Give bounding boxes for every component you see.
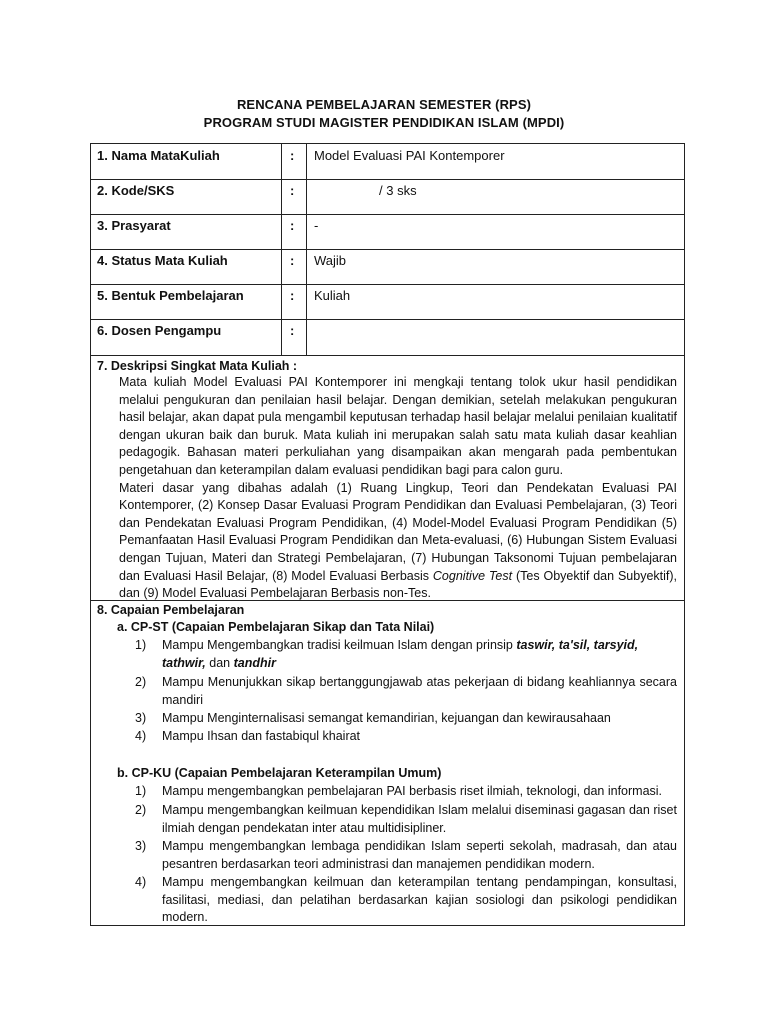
row-value-status-mata-kuliah: Wajib [314,253,347,268]
row-value-kode-sks: / 3 sks [379,183,417,198]
deskripsi-paragraph-2-end: (Tes Obyektif dan Subyektif), dan (9) Model Evaluasi Pembelajaran Berbasis non-Tes. [119,568,678,601]
cpst-item-text-start: Mampu Mengembangkan tradisi keilmuan Islam dengan prinsip [162,638,517,652]
cpst-heading: a. CP-ST (Capaian Pembelajaran Sikap dan Tata Nilai) [117,620,435,634]
cpst-item-text [162,637,677,672]
row-value-bentuk-pembelajaran: Kuliah [314,288,351,303]
cpku-item-text: Mampu mengembangkan pembelajaran PAI berbasis riset ilmiah, teknologi, dan informasi. [162,784,663,798]
cpku-item-number: 3) [135,839,147,853]
cpku-item-number: 4) [135,875,147,889]
row-divider [90,319,685,320]
cpku-item-text: Mampu mengembangkan keilmuan kependidikan Islam melalui diseminasi gagasan dan riset ilmiah dengan pendekatan inter atau multidisipliner. [162,803,677,835]
cpst-item-number: 4) [135,729,147,743]
row-label-nama-matakuliah: 1. Nama MataKuliah [97,148,220,163]
row-divider [90,249,685,250]
row-colon: : [290,218,295,233]
cpku-item-text: Mampu mengembangkan lembaga pendidikan Islam seperti sekolah, madrasah, dan atau pesantren berdasarkan teori administrasi dan manajemen pendidikan modern. [162,839,677,871]
column-divider [306,143,307,355]
cpst-item-number: 3) [135,711,147,725]
cpst-item-text: Mampu Menginternalisasi semangat kemandirian, kejuangan dan kewirausahaan [162,711,611,725]
deskripsi-paragraph-2 [119,480,677,603]
row-label-kode-sks: 2. Kode/SKS [97,183,175,198]
row-colon: : [290,183,295,198]
cpku-item-number: 1) [135,784,147,798]
row-label-status-mata-kuliah: 4. Status Mata Kuliah [97,253,228,268]
column-divider [281,143,282,355]
row-label-prasyarat: 3. Prasyarat [97,218,171,233]
row-colon: : [290,253,295,268]
row-divider [90,179,685,180]
cpst-item-terms-1: taswir, ta'sil, tarsyid, [516,638,639,652]
cpku-item-number: 2) [135,803,147,817]
cpst-item-conjunction: dan [205,655,234,670]
row-label-bentuk-pembelajaran: 5. Bentuk Pembelajaran [97,288,244,303]
deskripsi-text [119,374,677,603]
capaian-heading: 8. Capaian Pembelajaran [97,603,245,617]
deskripsi-paragraph-1: Mata kuliah Model Evaluasi PAI Kontemporer ini mengkaji tentang tolok ukur hasil pendidikan melalui pengukuran dan penilaian hasil belajar. Dengan demikian, setelah melakukan pengukuran hasil belajar, akan dapat pula mengambil keputusan terhadap hasil belajar melalui penilaian kualitatif dengan ukuran baik dan buruk. Mata kuliah ini merupakan salah satu mata kuliah dasar keahlian pedagogik. Bahasan materi perkuliahan yang disampaikan akan mengarah pada pembentukan pengetahuan dan keterampilan dalam evaluasi pendidikan bagi para calon guru. [119,375,677,477]
deskripsi-heading: 7. Deskripsi Singkat Mata Kuliah : [97,359,298,373]
cpst-item-text: Mampu Ihsan dan fastabiqul khairat [162,729,361,743]
document-title: RENCANA PEMBELAJARAN SEMESTER (RPS) [236,97,532,112]
deskripsi-paragraph-2-start: Materi dasar yang dibahas adalah (1) Ruang Lingkup, Teori dan Pendekatan Evaluasi PAI Kontemporer, (2) Konsep Dasar Evaluasi Program Pendidikan dan Evaluasi Pembelajaran, (3) Teori dan Pendekatan Evaluasi Program Pendidikan, (4) Model-Model Evaluasi Program Pendidikan (5) Pemanfaatan Hasil Evaluasi Program Pendidikan dan Meta-evaluasi, (6) Hubungan Sistem Evaluasi dengan Tujuan, Materi dan Strategi Pembelajaran, (7) Hubungan Taksonomi Tujuan pembelajaran dan Evaluasi Hasil Belajar, (8) Model Evaluasi Berbasis [119,480,677,583]
cpst-item-number: 1) [135,638,147,652]
row-colon: : [290,288,295,303]
row-colon: : [290,148,295,163]
row-value-nama-matakuliah: Model Evaluasi PAI Kontemporer [314,148,505,163]
document-subtitle: PROGRAM STUDI MAGISTER PENDIDIKAN ISLAM (MPDI) [203,115,565,130]
row-label-dosen-pengampu: 6. Dosen Pengampu [97,323,222,338]
cpku-heading: b. CP-KU (Capaian Pembelajaran Keterampilan Umum) [117,766,442,780]
row-divider [90,355,685,356]
row-colon: : [290,323,295,338]
deskripsi-cognitive-test: Cognitive Test [432,568,513,583]
row-divider [90,284,685,285]
row-value-prasyarat: - [314,218,319,233]
cpst-item-terms-3: tandhir [233,655,276,670]
cpst-item-text: Mampu Menunjukkan sikap bertanggungjawab atas pekerjaan di bidang keahliannya secara mandiri [162,675,677,707]
cpst-item-number: 2) [135,675,147,689]
cpst-item-terms-2: tathwir, [162,655,206,670]
row-divider [90,214,685,215]
cpku-item-text: Mampu mengembangkan keilmuan dan keterampilan tentang pendampingan, konsultasi, fasilitasi, mediasi, dan pelatihan berdasarkan kajian sosiologi dan psikologi pendidikan modern. [162,875,677,925]
